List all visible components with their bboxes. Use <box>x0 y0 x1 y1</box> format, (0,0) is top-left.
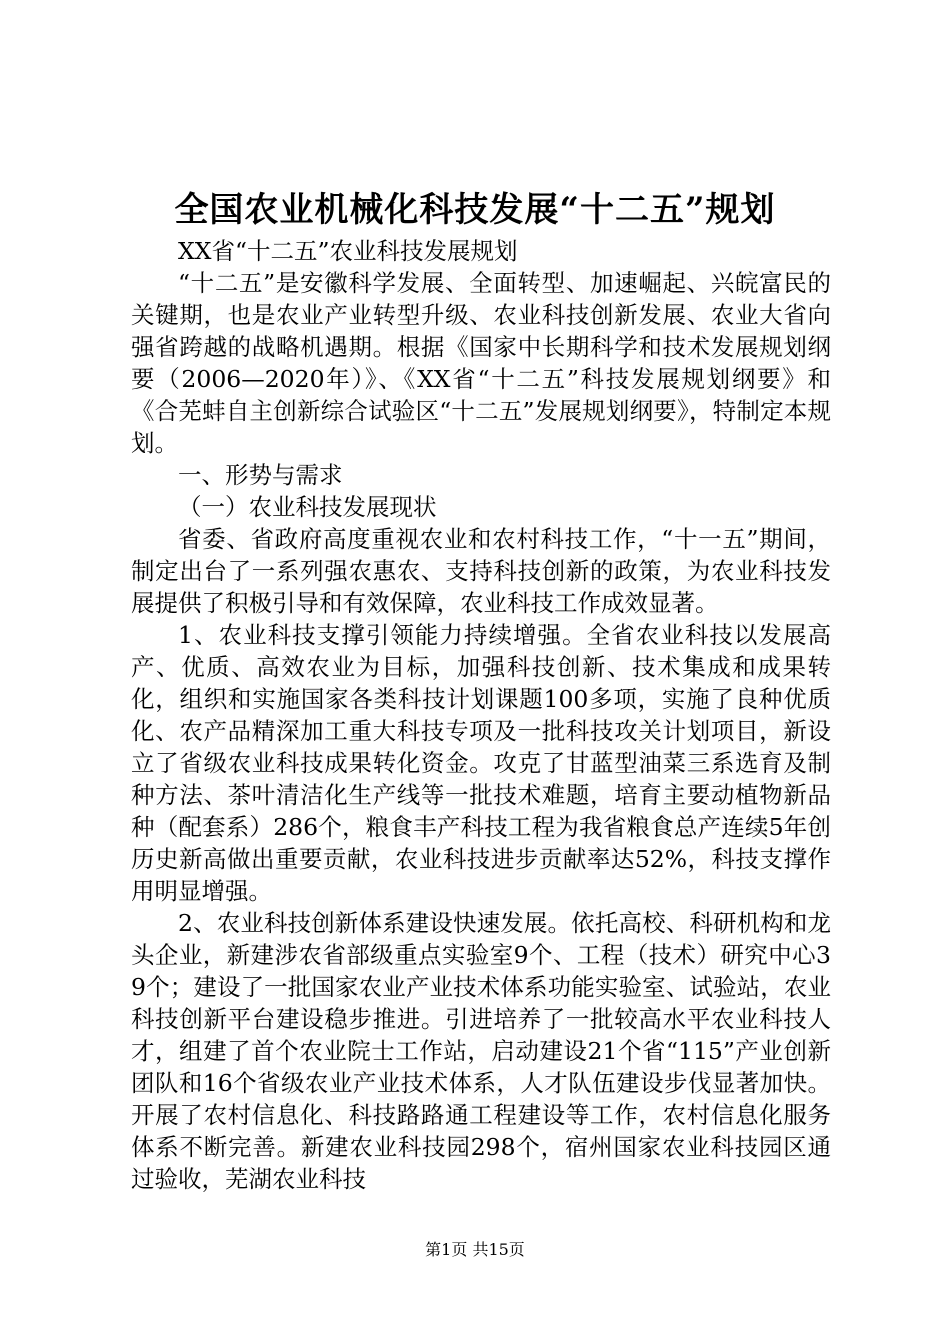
section-heading-1: 一、形势与需求 <box>178 461 343 489</box>
page-number: 第1页 共15页 <box>425 1240 525 1259</box>
document-title: 全国农业机械化科技发展“十二五”规划 <box>174 190 776 230</box>
paragraph-point-2: 2、农业科技创新体系建设快速发展。依托高校、科研机构和龙头企业，新建涉农省部级重点实验室9个、工程（技术）研究中心39个；建设了一批国家农业产业技术体系功能实验室、试验站，农业科技创新平台建设稳步推进。引进培养了一批较高水平农业科技人才，组建了首个农业院士工作站，启动建设21个省“115”产业创新团队和16个省级农业产业技术体系，人才队伍建设步伐显著加快。开展了农村信息化、科技路路通工程建设等工作，农村信息化服务体系不断完善。新建农业科技园298个，宿州国家农业科技园区通过验收，芜湖农业科技 <box>131 909 831 1193</box>
document-body <box>131 235 831 1195</box>
paragraph-status: 省委、省政府高度重视农业和农村科技工作，“十一五”期间，制定出台了一系列强农惠农、支持科技创新的政策，为农业科技发展提供了积极引导和有效保障，农业科技工作成效显著。 <box>131 525 831 617</box>
subsection-heading-1: （一）农业科技发展现状 <box>178 493 437 521</box>
document-subtitle: XX省“十二五”农业科技发展规划 <box>178 237 518 265</box>
paragraph-point-1: 1、农业科技支撑引领能力持续增强。全省农业科技以发展高产、优质、高效农业为目标，加强科技创新、技术集成和成果转化，组织和实施国家各类科技计划课题100多项，实施了良种优质化、农产品精深加工重大科技专项及一批科技攻关计划项目，新设立了省级农业科技成果转化资金。攻克了甘蓝型油菜三系选育及制种方法、茶叶清洁化生产线等一批技术难题，培育主要动植物新品种（配套系）286个，粮食丰产科技工程为我省粮食总产连续5年创历史新高做出重要贡献，农业科技进步贡献率达52%，科技支撑作用明显增强。 <box>131 621 831 905</box>
paragraph-intro: “十二五”是安徽科学发展、全面转型、加速崛起、兴皖富民的关键期，也是农业产业转型升级、农业科技创新发展、农业大省向强省跨越的战略机遇期。根据《国家中长期科学和技术发展规划纲要（2006—2020年）》、《XX省“十二五”科技发展规划纲要》和《合芜蚌自主创新综合试验区“十二五”发展规划纲要》，特制定本规划。 <box>131 269 831 457</box>
